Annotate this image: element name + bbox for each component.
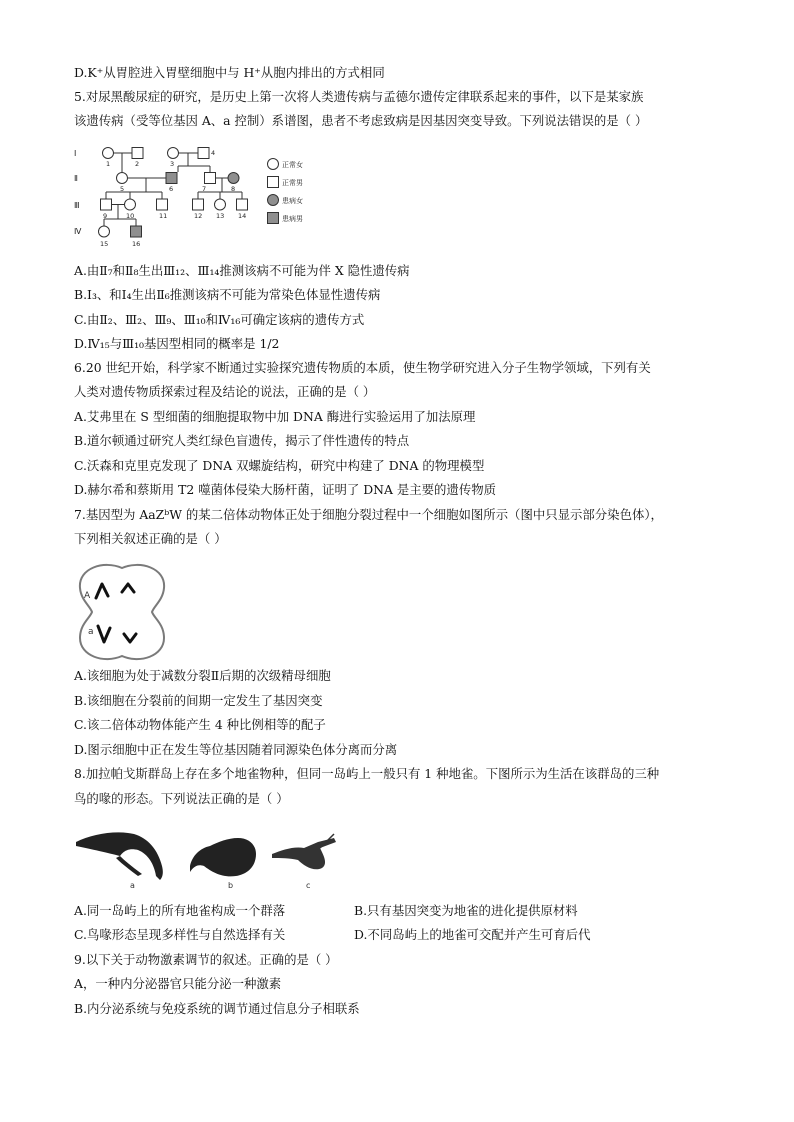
q6-option-b: B.道尔顿通过研究人类红绿色盲遗传，揭示了伴性遗传的特点 xyxy=(74,433,410,448)
individual-number: 16 xyxy=(132,240,141,248)
q8-stem-line-1: 8.加拉帕戈斯群岛上存在多个地雀物种，但同一岛屿上一般只有 1 种地雀。下图所示为生活在该群岛的三种 xyxy=(74,766,660,781)
individual-number: 8 xyxy=(231,185,236,193)
q8-option-c: C.鸟喙形态呈现多样性与自然选择有关 xyxy=(74,927,286,942)
q4-option-d: D.K⁺从胃腔进入胃壁细胞中与 H⁺从胞内排出的方式相同 xyxy=(74,65,385,80)
q7-option-c: C.该二倍体动物体能产生 4 种比例相等的配子 xyxy=(74,717,326,732)
individual-number: 15 xyxy=(100,240,109,248)
generation-label: Ⅱ xyxy=(74,174,78,183)
legend-affected-female: 患病女 xyxy=(282,197,303,205)
individual-number: 13 xyxy=(216,212,225,220)
legend-normal-female: 正常女 xyxy=(282,161,303,169)
q5-option-b: B.Ⅰ₃、和Ⅰ₄生出Ⅱ₆推测该病不可能为常染色体显性遗传病 xyxy=(74,287,381,302)
pedigree-chart xyxy=(70,142,320,250)
q8-option-b: B.只有基因突变为地雀的进化提供原材料 xyxy=(354,903,578,918)
q5-stem-line-2: 该遗传病（受等位基因 A、a 控制）系谱图，患者不考虑致病是因基因突变导致。下列说法错误的是（ ） xyxy=(74,113,648,128)
individual-number: 1 xyxy=(106,160,111,168)
bird-beaks-figure xyxy=(72,820,372,890)
q8-option-d: D.不同岛屿上的地雀可交配并产生可育后代 xyxy=(354,927,591,942)
individual-number: 14 xyxy=(238,212,247,220)
q7-stem-line-1: 7.基因型为 AaZᵇW 的某二倍体动物体正处于细胞分裂过程中一个细胞如图所示（图中只显示部分染色体）， xyxy=(74,507,663,522)
individual-number: 10 xyxy=(126,212,135,220)
gene-label-a: a xyxy=(88,627,94,637)
individual-number: 2 xyxy=(135,160,140,168)
q9-option-a: A，一种内分泌器官只能分泌一种激素 xyxy=(74,976,282,991)
q9-option-b: B.内分泌系统与免疫系统的调节通过信息分子相联系 xyxy=(74,1001,360,1016)
q5-option-d: D.Ⅳ₁₅与Ⅲ₁₀基因型相同的概率是 1/2 xyxy=(74,336,280,351)
individual-number: 9 xyxy=(103,212,108,220)
beak-label-a: a xyxy=(130,881,135,890)
q5-stem-line-1: 5.对尿黑酸尿症的研究，是历史上第一次将人类遗传病与孟德尔遗传定律联系起来的事件，以下是某家族 xyxy=(74,89,644,104)
q6-option-c: C.沃森和克里克发现了 DNA 双螺旋结构，研究中构建了 DNA 的物理模型 xyxy=(74,458,485,473)
gene-label-A: A xyxy=(84,591,91,601)
q8-stem-line-2: 鸟的喙的形态。下列说法正确的是（ ） xyxy=(74,791,289,806)
q5-option-c: C.由Ⅱ₂、Ⅲ₂、Ⅲ₉、Ⅲ₁₀和Ⅳ₁₆可确定该病的遗传方式 xyxy=(74,312,365,327)
q7-option-a: A.该细胞为处于减数分裂Ⅱ后期的次级精母细胞 xyxy=(74,668,331,683)
q6-stem-line-1: 6.20 世纪开始，科学家不断通过实验探究遗传物质的本质，使生物学研究进入分子生物学领域，下列有关 xyxy=(74,360,651,375)
q9-stem: 9.以下关于动物激素调节的叙述。正确的是（ ） xyxy=(74,952,338,967)
generation-label: Ⅲ xyxy=(74,201,80,210)
generation-label: Ⅳ xyxy=(74,227,82,236)
individual-number: 3 xyxy=(170,160,175,168)
beak-label-b: b xyxy=(228,881,234,890)
legend-normal-male: 正常男 xyxy=(282,179,303,187)
individual-number: 6 xyxy=(169,185,174,193)
q7-option-b: B.该细胞在分裂前的间期一定发生了基因突变 xyxy=(74,693,323,708)
individual-number: 7 xyxy=(202,185,207,193)
q6-option-d: D.赫尔希和蔡斯用 T2 噬菌体侵染大肠杆菌，证明了 DNA 是主要的遗传物质 xyxy=(74,482,496,497)
beak-label-c: c xyxy=(306,881,311,890)
individual-number: 4 xyxy=(211,149,216,157)
q5-option-a: A.由Ⅱ₇和Ⅱ₈生出Ⅲ₁₂、Ⅲ₁₄推测该病不可能为伴 X 隐性遗传病 xyxy=(74,263,410,278)
legend-affected-male: 患病男 xyxy=(282,215,303,223)
q6-option-a: A.艾弗里在 S 型细菌的细胞提取物中加 DNA 酶进行实验运用了加法原理 xyxy=(74,409,476,424)
q7-option-d: D.图示细胞中正在发生等位基因随着同源染色体分离而分离 xyxy=(74,742,398,757)
q7-stem-line-2: 下列相关叙述正确的是（ ） xyxy=(74,531,227,546)
dividing-cell-figure xyxy=(74,562,170,662)
generation-label: Ⅰ xyxy=(74,149,77,158)
q6-stem-line-2: 人类对遗传物质探索过程及结论的说法，正确的是（ ） xyxy=(74,384,376,399)
individual-number: 11 xyxy=(159,212,168,220)
q8-option-a: A.同一岛屿上的所有地雀构成一个群落 xyxy=(74,903,286,918)
individual-number: 5 xyxy=(120,185,125,193)
individual-number: 12 xyxy=(194,212,203,220)
